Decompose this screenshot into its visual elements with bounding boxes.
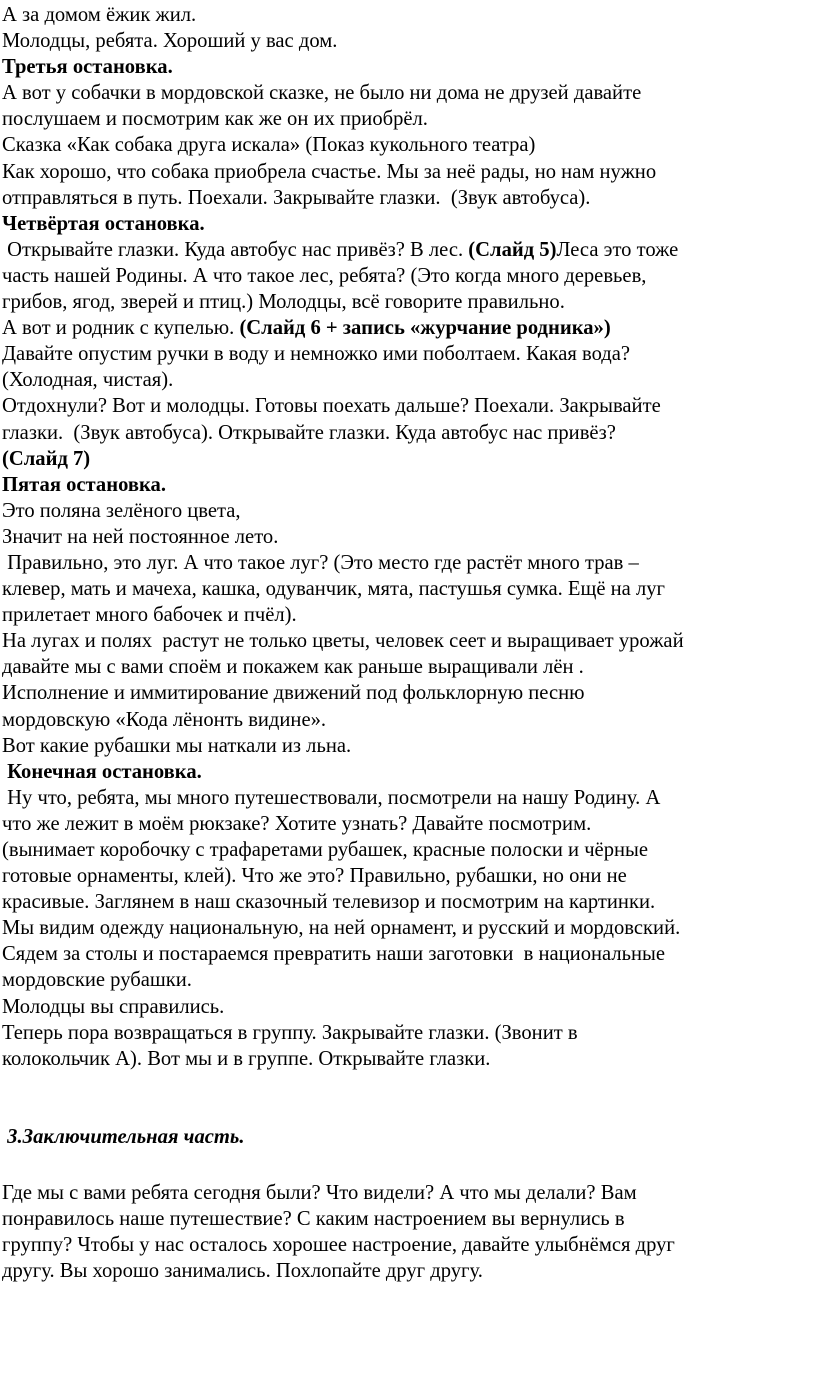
text-line: [2, 628, 814, 654]
spacer: [2, 1098, 814, 1124]
text-run: На лугах и полях растут не только цветы, человек сеет и выращивает урожай: [2, 630, 684, 653]
text-line: [2, 889, 814, 915]
text-run: Мы видим одежду национальную, на ней орнамент, и русский и мордовский.: [2, 917, 681, 940]
bold-text-run: (Слайд 7): [2, 447, 91, 470]
text-run: Молодцы, ребята. Хороший у вас дом.: [2, 30, 338, 53]
bold-text-run: Пятая остановка.: [2, 473, 166, 496]
text-line: [2, 550, 814, 576]
text-run: Это поляна зелёного цвета,: [2, 499, 241, 522]
text-line: [2, 132, 814, 158]
text-run: клевер, мать и мачеха, кашка, одуванчик, мята, пастушья сумка. Ещё на луг: [2, 578, 665, 601]
spacer: [2, 1150, 814, 1180]
bold-text-run: Третья остановка.: [2, 56, 173, 79]
text-line: [2, 498, 814, 524]
bold-text-run: Четвёртая остановка.: [2, 212, 205, 235]
text-line: [2, 237, 814, 263]
text-run: Вот какие рубашки мы наткали из льна.: [2, 734, 352, 757]
text-run: Сядем за столы и постараемся превратить наши заготовки в национальные: [2, 943, 666, 966]
text-line: [2, 80, 814, 106]
text-line: [2, 1020, 814, 1046]
text-line: [2, 759, 814, 785]
text-run: грибов, ягод, зверей и птиц.) Молодцы, всё говорите правильно.: [2, 291, 565, 314]
text-run: давайте мы с вами споём и покажем как раньше выращивали лён .: [2, 656, 584, 679]
text-line: [2, 811, 814, 837]
text-line: [2, 28, 814, 54]
text-line: [2, 185, 814, 211]
text-line: [2, 863, 814, 889]
text-run: послушаем и посмотрим как же он их приобрёл.: [2, 108, 428, 131]
text-run: красивые. Заглянем в наш сказочный телевизор и посмотрим на картинки.: [2, 891, 656, 914]
text-run: Исполнение и иммитирование движений под фольклорную песню: [2, 682, 585, 705]
text-line: [2, 315, 814, 341]
text-run: (Холодная, чистая).: [2, 369, 174, 392]
spacer: [2, 1072, 814, 1098]
text-line: [2, 680, 814, 706]
text-line: понравилось наше путешествие? С каким настроением вы вернулись в: [2, 1208, 625, 1231]
text-run: мордовскую «Кода лёнонть видине».: [2, 708, 327, 731]
text-line: [2, 367, 814, 393]
text-line: Где мы с вами ребята сегодня были? Что видели? А что мы делали? Вам: [2, 1181, 637, 1204]
text-run: что же лежит в моём рюкзаке? Хотите узнать? Давайте посмотрим.: [2, 812, 592, 835]
text-line: [2, 915, 814, 941]
text-line: [2, 211, 814, 237]
text-line: [2, 707, 814, 733]
text-run: прилетает много бабочек и пчёл).: [2, 604, 297, 627]
text-run: Молодцы вы справились.: [2, 995, 225, 1018]
text-line: [2, 785, 814, 811]
section-heading: 3.Заключительная часть.: [2, 1125, 245, 1148]
bold-text-run: (Слайд 5): [468, 238, 557, 261]
text-run: Леса это тоже: [556, 238, 679, 261]
bold-text-run: Конечная остановка.: [2, 760, 202, 783]
bold-text-run: (Слайд 6 + запись «журчание родника»): [239, 317, 611, 340]
text-line: [2, 54, 814, 80]
text-line: [2, 733, 814, 759]
text-line: [2, 524, 814, 550]
text-line: [2, 2, 814, 28]
text-line: [2, 654, 814, 680]
text-line: [2, 1046, 814, 1072]
text-line: [2, 159, 814, 185]
text-line: группу? Чтобы у нас осталось хорошее настроение, давайте улыбнёмся друг: [2, 1234, 675, 1257]
text-line: [2, 393, 814, 419]
text-line: [2, 837, 814, 863]
text-run: Как хорошо, что собака приобрела счастье. Мы за неё рады, но нам нужно: [2, 160, 657, 183]
text-run: (вынимает коробочку с трафаретами рубашек, красные полоски и чёрные: [2, 839, 648, 861]
text-run: А за домом ёжик жил.: [2, 4, 197, 26]
text-line: [2, 420, 814, 446]
text-run: Отдохнули? Вот и молодцы. Готовы поехать дальше? Поехали. Закрывайте: [2, 395, 661, 418]
text-run: глазки. (Звук автобуса). Открывайте глазки. Куда автобус нас привёз?: [2, 421, 616, 444]
text-line: [2, 446, 814, 472]
text-run: Теперь пора возвращаться в группу. Закрывайте глазки. (Звонит в: [2, 1021, 578, 1044]
text-line: [2, 602, 814, 628]
text-run: Значит на ней постоянное лето.: [2, 525, 279, 548]
text-run: Ну что, ребята, мы много путешествовали, посмотрели на нашу Родину. А: [2, 786, 661, 809]
text-line: [2, 106, 814, 132]
text-line: [2, 576, 814, 602]
text-run: часть нашей Родины. А что такое лес, ребята? (Это когда много деревьев,: [2, 264, 647, 287]
text-run: готовые орнаменты, клей). Что же это? Правильно, рубашки, но они не: [2, 865, 627, 888]
text-run: мордовские рубашки.: [2, 969, 192, 992]
text-line: [2, 472, 814, 498]
text-line: [2, 994, 814, 1020]
text-line: [2, 341, 814, 367]
text-line: [2, 967, 814, 993]
closing-paragraph: [2, 1180, 814, 1284]
text-run: Правильно, это луг. А что такое луг? (Это место где растёт много трав –: [2, 551, 639, 574]
document-page: [2, 0, 814, 1284]
text-run: колокольчик А). Вот мы и в группе. Открывайте глазки.: [2, 1047, 491, 1070]
text-line: [2, 263, 814, 289]
document-body: [2, 2, 814, 1072]
text-line: [2, 289, 814, 315]
text-line: другу. Вы хорошо занимались. Похлопайте друг другу.: [2, 1260, 483, 1283]
text-run: Открывайте глазки. Куда автобус нас привёз? В лес.: [2, 238, 469, 261]
text-run: отправляться в путь. Поехали. Закрывайте глазки. (Звук автобуса).: [2, 186, 591, 209]
text-run: А вот у собачки в мордовской сказке, не было ни дома не друзей давайте: [2, 82, 642, 105]
text-run: Давайте опустим ручки в воду и немножко ими поболтаем. Какая вода?: [2, 343, 631, 366]
text-run: А вот и родник с купелью.: [2, 317, 240, 340]
text-run: Сказка «Как собака друга искала» (Показ кукольного театра): [2, 134, 536, 157]
text-line: [2, 941, 814, 967]
